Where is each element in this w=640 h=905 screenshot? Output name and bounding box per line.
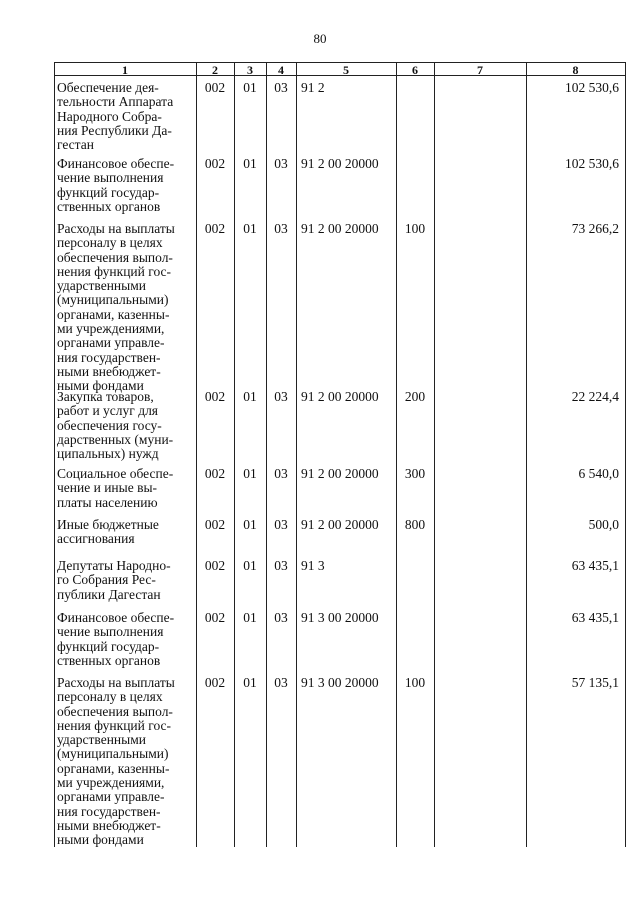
row-amount: 6 540,0 [578, 466, 619, 481]
row-code-2: 002 [204, 80, 226, 95]
row-code-5: 91 2 00 20000 [301, 156, 379, 171]
row-code-3: 01 [243, 221, 257, 236]
row-code-4: 03 [274, 389, 288, 404]
row-code-3: 01 [243, 466, 257, 481]
row-code-4: 03 [274, 80, 288, 95]
header-col-1: 1 [122, 63, 128, 77]
row-code-2: 002 [204, 389, 226, 404]
row-name: Депутаты Народно- го Собрания Рес- публики Дагестан [57, 558, 171, 602]
row-name: Иные бюджетные ассигнования [57, 517, 159, 547]
col-divider-2 [234, 62, 235, 847]
row-amount: 102 530,6 [565, 156, 619, 171]
col-divider-4 [296, 62, 297, 847]
row-code-3: 01 [243, 517, 257, 532]
row-code-2: 002 [204, 466, 226, 481]
row-amount: 63 435,1 [571, 558, 619, 573]
header-col-4: 4 [278, 63, 284, 77]
row-code-5: 91 3 00 20000 [301, 675, 379, 690]
row-code-2: 002 [204, 517, 226, 532]
row-code-3: 01 [243, 610, 257, 625]
row-code-2: 002 [204, 675, 226, 690]
row-name: Финансовое обеспе- чение выполнения функций государ- ственных органов [57, 156, 175, 214]
row-code-2: 002 [204, 558, 226, 573]
row-code-5: 91 3 00 20000 [301, 610, 379, 625]
row-name: Социальное обеспе- чение и иные вы- платы населению [57, 466, 174, 510]
row-code-4: 03 [274, 221, 288, 236]
row-code-2: 002 [204, 156, 226, 171]
row-code-6: 200 [404, 389, 426, 404]
row-code-2: 002 [204, 221, 226, 236]
row-code-6: 100 [404, 221, 426, 236]
row-code-5: 91 2 00 20000 [301, 221, 379, 236]
row-code-4: 03 [274, 156, 288, 171]
table-left-rule [54, 62, 55, 847]
col-divider-1 [196, 62, 197, 847]
row-name: Расходы на выплаты персоналу в целях обеспечения выпол- нения функций гос- ударственными (муниципальными) органами, казенны- ми учреждениями, органами управле- ния государствен- ными внебюджет- ными фондами [57, 221, 175, 394]
row-code-4: 03 [274, 558, 288, 573]
row-name: Закупка товаров, работ и услуг для обеспечения госу- дарственных (муни- ципальных) нужд [57, 389, 174, 462]
row-amount: 63 435,1 [571, 610, 619, 625]
header-col-5: 5 [343, 63, 349, 77]
row-amount: 102 530,6 [565, 80, 619, 95]
row-code-4: 03 [274, 466, 288, 481]
row-code-5: 91 3 [301, 558, 325, 573]
row-code-6: 800 [404, 517, 426, 532]
col-divider-7 [526, 62, 527, 847]
row-code-3: 01 [243, 156, 257, 171]
header-col-3: 3 [247, 63, 253, 77]
row-code-5: 91 2 [301, 80, 325, 95]
row-amount: 73 266,2 [571, 221, 619, 236]
row-code-6: 300 [404, 466, 426, 481]
row-code-3: 01 [243, 80, 257, 95]
header-col-8: 8 [572, 63, 579, 77]
header-col-7: 7 [477, 63, 483, 77]
row-code-3: 01 [243, 675, 257, 690]
row-code-3: 01 [243, 558, 257, 573]
row-amount: 500,0 [588, 517, 619, 532]
header-col-2: 2 [212, 63, 218, 77]
col-divider-3 [266, 62, 267, 847]
row-name: Обеспечение дея- тельности Аппарата Народного Собра- ния Республики Да- гестан [57, 80, 174, 153]
row-code-5: 91 2 00 20000 [301, 466, 379, 481]
row-code-4: 03 [274, 517, 288, 532]
row-code-3: 01 [243, 389, 257, 404]
table-right-rule [625, 62, 626, 847]
row-code-5: 91 2 00 20000 [301, 517, 379, 532]
header-col-6: 6 [412, 63, 418, 77]
row-amount: 22 224,4 [571, 389, 619, 404]
row-code-5: 91 2 00 20000 [301, 389, 379, 404]
row-code-6: 100 [404, 675, 426, 690]
row-name: Расходы на выплаты персоналу в целях обеспечения выпол- нения функций гос- ударственными (муниципальными) органами, казенны- ми учреждениями, органами управле- ния государствен- ными внебюджет- ными фондами [57, 675, 175, 848]
col-divider-5 [396, 62, 397, 847]
row-code-4: 03 [274, 610, 288, 625]
row-name: Финансовое обеспе- чение выполнения функций государ- ственных органов [57, 610, 175, 668]
row-code-2: 002 [204, 610, 226, 625]
row-amount: 57 135,1 [571, 675, 619, 690]
col-divider-6 [434, 62, 435, 847]
page-number: 80 [313, 31, 327, 46]
row-code-4: 03 [274, 675, 288, 690]
